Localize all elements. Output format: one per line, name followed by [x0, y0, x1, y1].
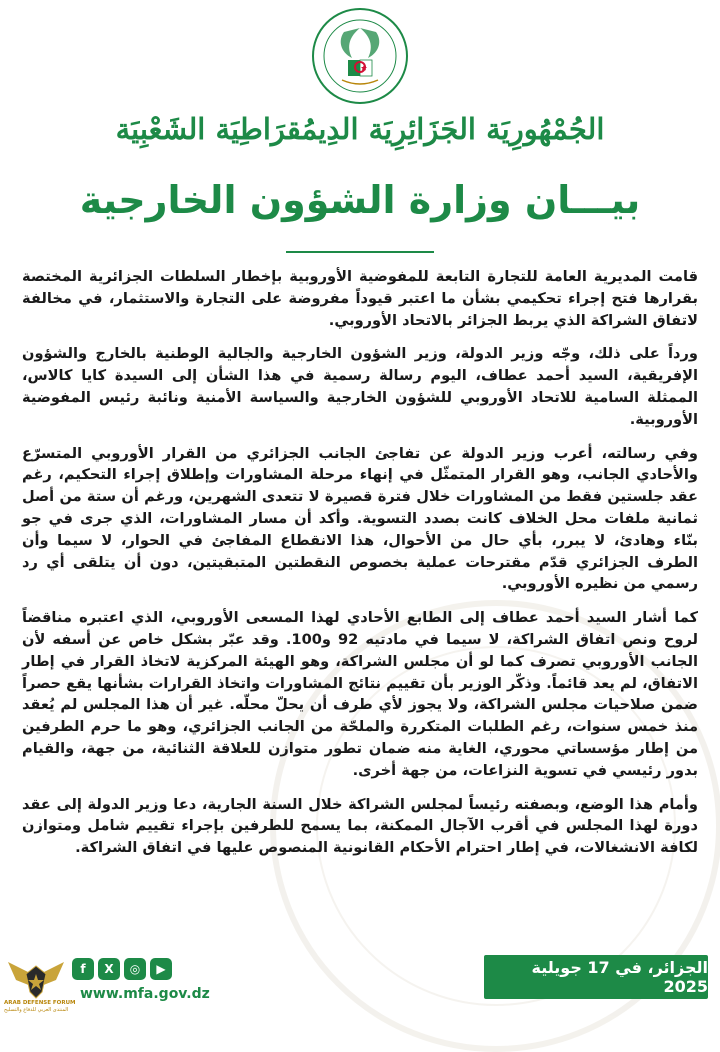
republic-heading: الجُمْهُورِيَة الجَزَائِرِيَة الدِيمُقرَاطِيَة الشَعْبِيَة — [115, 112, 605, 146]
forum-watermark-logo — [4, 954, 76, 1014]
statement-date: الجزائر، في 17 جويلية 2025 — [531, 958, 708, 996]
youtube-icon[interactable]: ▶ — [150, 958, 172, 980]
page-title: بيـــان وزارة الشؤون الخارجية — [79, 178, 641, 222]
website-link[interactable]: www.mfa.gov.dz — [80, 986, 210, 1002]
forum-name: ARAB DEFENSE FORUM — [4, 1000, 76, 1006]
social-links — [72, 958, 172, 980]
ministry-seal-logo — [310, 6, 410, 106]
instagram-icon[interactable]: ◎ — [124, 958, 146, 980]
paragraph: ورداً على ذلك، وجّه وزير الدولة، وزير الشؤون الخارجية والجالية الوطنية بالخارج والشؤون الإفريقية، السيد أحمد عطاف، اليوم رسالة رسمية في هذا الشأن إلى السيدة كايا كالاس، الممثلة السامية للاتحاد الأوروبي للشؤون الخارجية والسياسة الأمنية ونائبة رئيس المفوضية الأوروبية. — [22, 345, 698, 428]
facebook-icon[interactable]: f — [72, 958, 94, 980]
forum-subtitle: المنتدى العربي للدفاع والتسليح — [4, 1007, 69, 1013]
x-icon[interactable]: X — [98, 958, 120, 980]
date-banner — [484, 955, 708, 999]
paragraph: كما أشار السيد أحمد عطاف إلى الطابع الأحادي لهذا المسعى الأوروبي، الذي اعتبره مناقضاً لروح ونص اتفاق الشراكة، لا سيما في مادتيه 92 و100. وقد عبّر بشكل خاص عن أسفه لأن الجانب الأوروبي تصرف كما لو أن مجلس الشراكة، وهو الهيئة المركزية لاتخاذ القرار في إطار الاتفاق، لم يعد قائماً. وذكّر الوزير بأن تقييم نتائج المشاورات واتخاذ القرارات بشأنها يقع حصراً ضمن صلاحيات مجلس الشراكة، ولا يجوز لأي طرف أن يحلّ محلّه. غير أن هذا المجلس لم يُعقد منذ خمس سنوات، رغم الطلبات المتكررة والملحّة من الجانب الجزائري، وهو ما حرم الطرفين من إطار مؤسساتي محوري، الغاية منه ضمان تطور متوازن للعلاقة الثنائية، من جهة، والقيام بدور رئيسي في تسوية النزاعات، من جهة أخرى. — [22, 609, 699, 779]
paragraph: وأمام هذا الوضع، وبصفته رئيساً لمجلس الشراكة خلال السنة الجارية، دعا وزير الدولة إلى عقد دورة لهذا المجلس في أقرب الآجال الممكنة، بما يسمح للطرفين بإجراء تقييم شامل ومتوازن لكافة الانشغالات، في إطار احترام الأحكام القانونية المنصوص عليها في اتفاق الشراكة. — [22, 795, 698, 857]
statement-body — [22, 266, 698, 871]
title-divider — [286, 251, 434, 253]
paragraph: وفي رسالته، أعرب وزير الدولة عن تفاجئ الجانب الجزائري من القرار الأوروبي المتسرّع والأحادي الجانب، وهو القرار المتمثّل في إنهاء مرحلة المشاورات وإطلاق إجراء التحكيم، رغم عقد جلستين فقط من المشاورات خلال فترة قصيرة لا تتعدى الشهرين، ورغم أن ستة من أصل ثمانية ملفات محل الخلاف كانت بصدد التسوية. وأكد أن مسار المشاورات، الذي جرى في جو بنّاء وهادئ، لا يبرر، بأي حال من الأحوال، هذا الانقطاع المفاجئ في الحوار، لا سيما وأن الطرف الجزائري قدّم مقترحات عملية بخصوص النقطتين المتبقيتين، دون أن يتلقى أي رد رسمي من نظيره الأوروبي. — [22, 444, 698, 593]
paragraph: قامت المديرية العامة للتجارة التابعة للمفوضية الأوروبية بإخطار السلطات الجزائرية المختصة بقرارها فتح إجراء تحكيمي بشأن ما اعتبر قيوداً مفروضة على التجارة والاستثمار، في مخالفة لاتفاق الشراكة الذي يربط الجزائر بالاتحاد الأوروبي. — [22, 268, 698, 329]
